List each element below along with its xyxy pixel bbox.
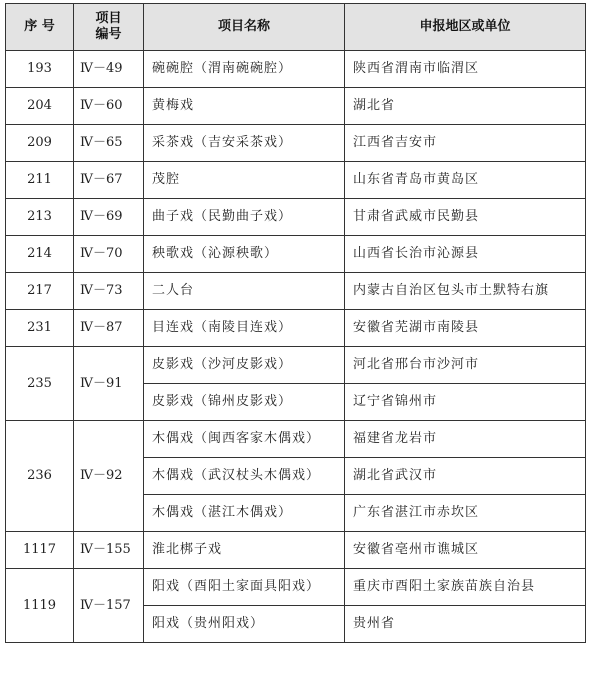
header-project-code-line2: 编号 <box>95 27 122 42</box>
project-name-cell: 曲子戏（民勤曲子戏） <box>144 199 345 236</box>
header-project-code-line1: 项目 <box>95 11 122 26</box>
header-project-name: 项目名称 <box>144 4 345 51</box>
region-cell: 重庆市酉阳土家族苗族自治县 <box>345 569 586 606</box>
project-name-cell: 碗碗腔（渭南碗碗腔） <box>144 51 345 88</box>
table-header <box>6 4 586 51</box>
serial-number-cell: 236 <box>6 421 74 532</box>
region-cell: 陕西省渭南市临渭区 <box>345 51 586 88</box>
serial-number-cell: 193 <box>6 51 74 88</box>
table-row <box>6 162 586 199</box>
region-cell: 辽宁省锦州市 <box>345 384 586 421</box>
project-name-cell: 皮影戏（锦州皮影戏） <box>144 384 345 421</box>
serial-number-cell: 214 <box>6 236 74 273</box>
serial-number-cell: 204 <box>6 88 74 125</box>
header-project-code <box>74 4 144 51</box>
header-row <box>6 4 586 51</box>
project-name-cell: 木偶戏（闽西客家木偶戏） <box>144 421 345 458</box>
region-cell: 内蒙古自治区包头市土默特右旗 <box>345 273 586 310</box>
project-name-cell: 目连戏（南陵目连戏） <box>144 310 345 347</box>
table-row <box>6 273 586 310</box>
serial-number-cell: 217 <box>6 273 74 310</box>
project-code-cell: Ⅳ－73 <box>74 273 144 310</box>
serial-number-cell: 235 <box>6 347 74 421</box>
project-code-cell: Ⅳ－60 <box>74 88 144 125</box>
serial-number-cell: 231 <box>6 310 74 347</box>
serial-number-cell: 1117 <box>6 532 74 569</box>
serial-number-cell: 213 <box>6 199 74 236</box>
region-cell: 山西省长治市沁源县 <box>345 236 586 273</box>
project-name-cell: 茂腔 <box>144 162 345 199</box>
project-code-cell: Ⅳ－87 <box>74 310 144 347</box>
project-code-cell: Ⅳ－155 <box>74 532 144 569</box>
project-name-cell: 采茶戏（吉安采茶戏） <box>144 125 345 162</box>
region-cell: 贵州省 <box>345 606 586 643</box>
table-row <box>6 88 586 125</box>
table-row <box>6 236 586 273</box>
project-code-cell: Ⅳ－65 <box>74 125 144 162</box>
region-cell: 广东省湛江市赤坎区 <box>345 495 586 532</box>
serial-number-cell: 211 <box>6 162 74 199</box>
project-name-cell: 淮北梆子戏 <box>144 532 345 569</box>
table-row <box>6 310 586 347</box>
project-name-cell: 秧歌戏（沁源秧歌） <box>144 236 345 273</box>
project-code-cell: Ⅳ－69 <box>74 199 144 236</box>
table-row <box>6 569 586 606</box>
header-serial-number: 序 号 <box>6 4 74 51</box>
table-row <box>6 421 586 458</box>
project-name-cell: 木偶戏（湛江木偶戏） <box>144 495 345 532</box>
project-code-cell: Ⅳ－49 <box>74 51 144 88</box>
table-row <box>6 199 586 236</box>
project-name-cell: 黄梅戏 <box>144 88 345 125</box>
project-name-cell: 皮影戏（沙河皮影戏） <box>144 347 345 384</box>
project-name-cell: 阳戏（贵州阳戏） <box>144 606 345 643</box>
project-code-cell: Ⅳ－67 <box>74 162 144 199</box>
region-cell: 安徽省亳州市谯城区 <box>345 532 586 569</box>
region-cell: 湖北省 <box>345 88 586 125</box>
project-name-cell: 二人台 <box>144 273 345 310</box>
project-name-cell: 木偶戏（武汉杖头木偶戏） <box>144 458 345 495</box>
project-code-cell: Ⅳ－92 <box>74 421 144 532</box>
serial-number-cell: 1119 <box>6 569 74 643</box>
serial-number-cell: 209 <box>6 125 74 162</box>
heritage-list-table <box>5 3 586 643</box>
header-region: 申报地区或单位 <box>345 4 586 51</box>
region-cell: 甘肃省武威市民勤县 <box>345 199 586 236</box>
region-cell: 湖北省武汉市 <box>345 458 586 495</box>
project-code-cell: Ⅳ－70 <box>74 236 144 273</box>
region-cell: 山东省青岛市黄岛区 <box>345 162 586 199</box>
table-row <box>6 532 586 569</box>
region-cell: 安徽省芜湖市南陵县 <box>345 310 586 347</box>
region-cell: 江西省吉安市 <box>345 125 586 162</box>
table-row <box>6 51 586 88</box>
table-body <box>6 51 586 643</box>
table-row <box>6 125 586 162</box>
region-cell: 河北省邢台市沙河市 <box>345 347 586 384</box>
project-name-cell: 阳戏（酉阳土家面具阳戏） <box>144 569 345 606</box>
project-code-cell: Ⅳ－157 <box>74 569 144 643</box>
table-row <box>6 347 586 384</box>
project-code-cell: Ⅳ－91 <box>74 347 144 421</box>
region-cell: 福建省龙岩市 <box>345 421 586 458</box>
